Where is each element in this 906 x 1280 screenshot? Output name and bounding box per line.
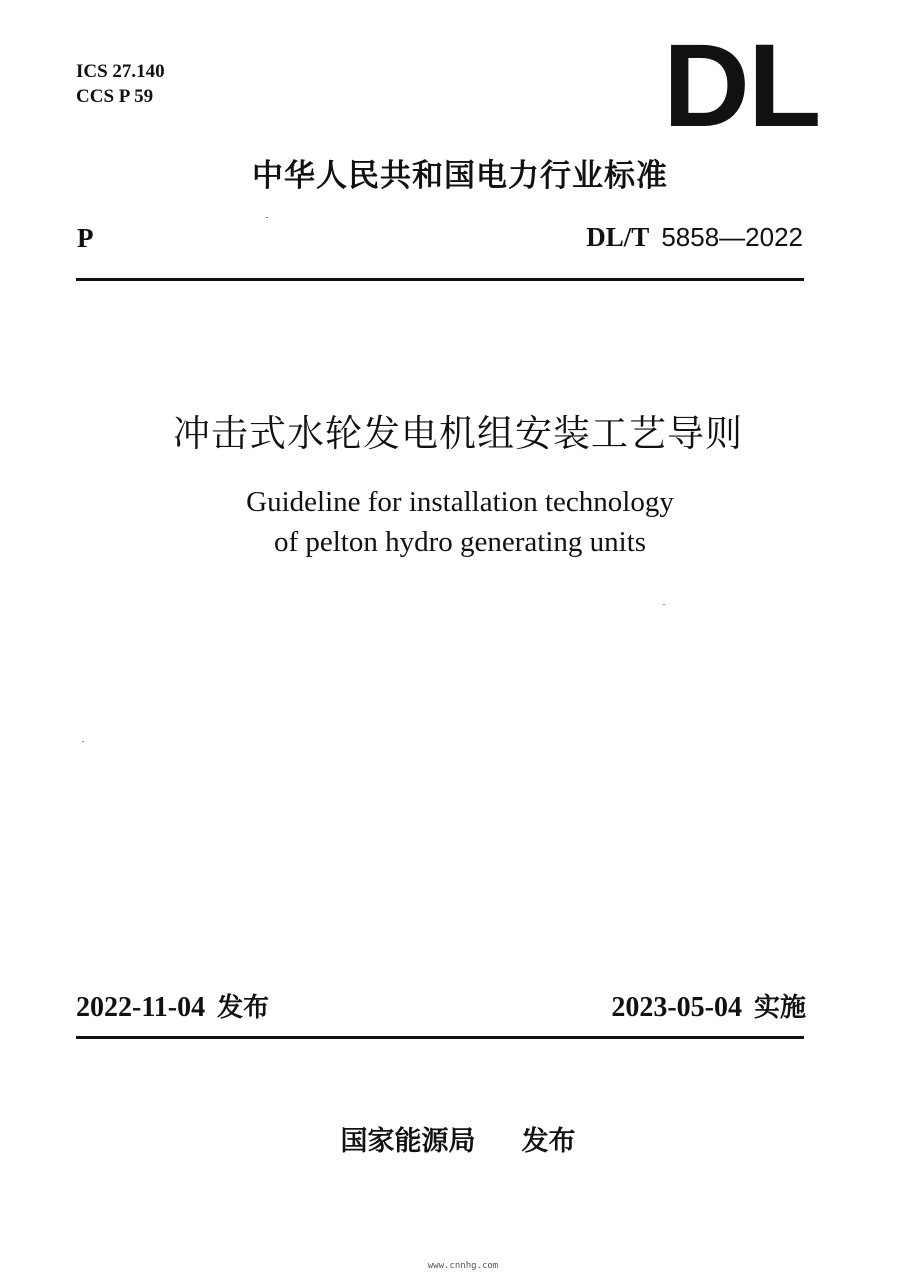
issuing-authority	[0, 1122, 906, 1162]
implementation-date-value: 2023-05-04	[611, 992, 742, 1023]
implementation-date	[611, 990, 806, 1029]
title-english-line2: of pelton hydro generating units	[273, 526, 647, 558]
issue-label: 发布	[217, 993, 270, 1023]
title-chinese: 冲击式水轮发电机组安装工艺导则	[173, 412, 743, 455]
scan-speck	[82, 741, 84, 742]
implementation-label: 实施	[753, 993, 806, 1023]
title-english-line1: Guideline for installation technology	[246, 486, 674, 518]
standard-number-value: 5858—2022	[661, 222, 803, 252]
category-letter: P	[77, 223, 94, 253]
dl-logo: DL	[663, 20, 820, 152]
standard-prefix: DL/T	[586, 222, 650, 252]
industry-standard-heading: 中华人民共和国电力行业标准	[252, 158, 668, 194]
standard-number	[586, 220, 803, 258]
issue-date-value: 2022-11-04	[76, 992, 206, 1023]
issue-date	[76, 990, 269, 1029]
scan-speck	[663, 604, 665, 605]
authority-action: 发布	[521, 1126, 576, 1157]
ics-code: ICS 27.140	[76, 61, 165, 82]
authority-name: 国家能源局	[340, 1126, 476, 1157]
footer-watermark-url: www.cnnhg.com	[427, 1261, 499, 1271]
ccs-code: CCS P 59	[76, 86, 154, 107]
top-divider	[76, 278, 804, 281]
scan-speck	[266, 217, 268, 218]
bottom-divider	[76, 1036, 804, 1039]
